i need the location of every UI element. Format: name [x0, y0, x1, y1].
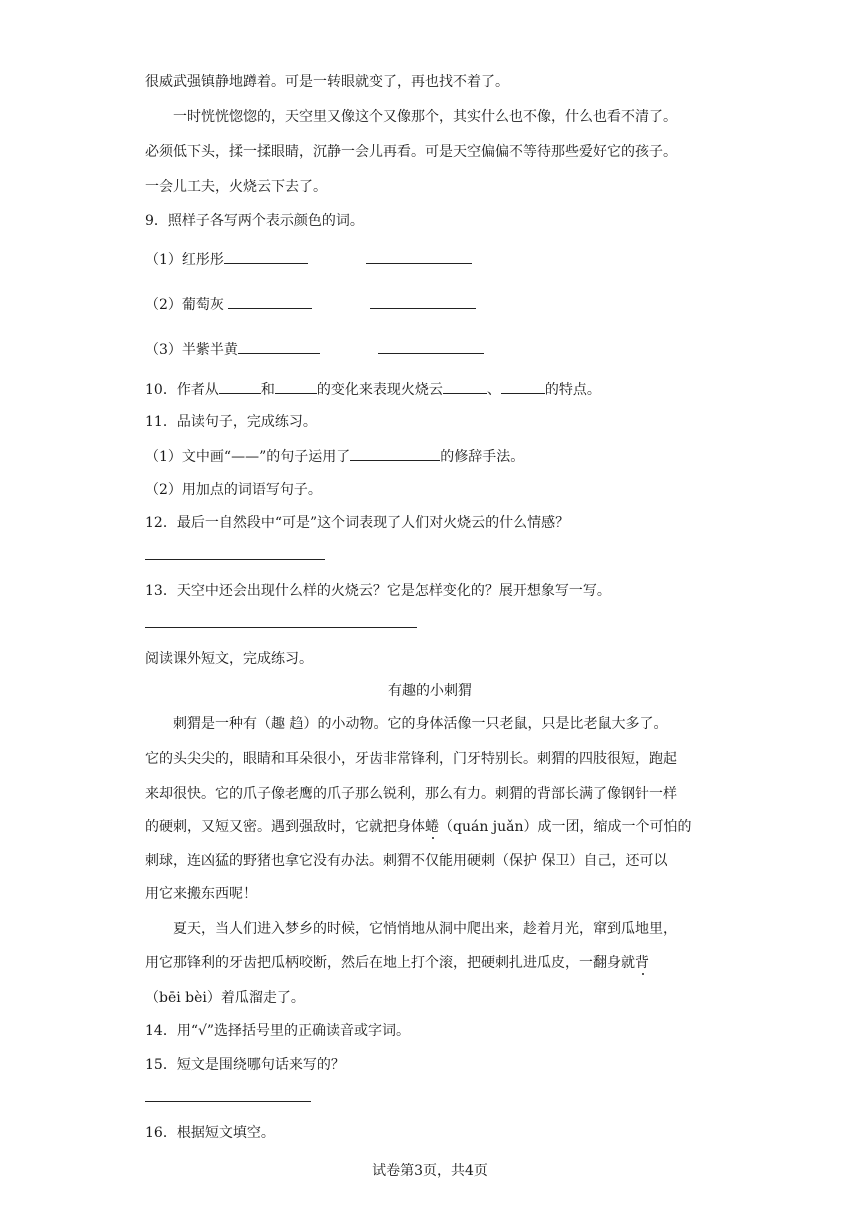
article-line: 它的头尖尖的，眼睛和耳朵很小，牙齿非常锋利，门牙特别长。刺猬的四肢很短，跑起	[145, 751, 677, 767]
article-text: （quán juǎn）成一团，缩成一个可怕的	[439, 819, 692, 835]
question-10	[145, 379, 601, 400]
dotted-character: 背	[635, 955, 649, 971]
q10-text-d: 、	[486, 382, 501, 398]
answer-blank[interactable]	[275, 379, 317, 394]
q11-sub1-text-b: 的修辞手法。	[440, 449, 525, 465]
question-13-answer-line[interactable]	[145, 613, 417, 634]
answer-line[interactable]	[145, 545, 325, 560]
q10-text-e: 的特点。	[544, 382, 601, 398]
passage-line-4: 一会儿工夫，火烧云下去了。	[145, 179, 327, 195]
article-title: 有趣的小刺猬	[388, 683, 472, 699]
passage-line-3: 必须低下头，揉一揉眼睛，沉静一会儿再看。可是天空偏偏不等待那些爱好它的孩子。	[145, 144, 677, 160]
article-line: 用它来搬东西呢！	[145, 886, 257, 902]
question-9-item-3	[145, 339, 484, 360]
answer-blank[interactable]	[238, 339, 320, 354]
dotted-character: 蜷	[425, 819, 439, 835]
question-14: 14．用“√”选择括号里的正确读音或字词。	[145, 1023, 411, 1039]
question-9-stem: 9．照样子各写两个表示颜色的词。	[145, 213, 364, 229]
article-line: 来却很快。它的爪子像老鹰的爪子那么锐利，那么有力。刺猬的背部长满了像钢针一样	[145, 786, 677, 802]
question-11-stem: 11．品读句子，完成练习。	[145, 414, 317, 430]
item-label: （2）葡萄灰	[145, 297, 224, 313]
answer-blank[interactable]	[219, 379, 261, 394]
answer-blank[interactable]	[501, 379, 545, 394]
article-text: 用它那锋利的牙齿把瓜柄咬断，然后在地上打个滚，把硬刺扎进瓜皮，一翻身就	[145, 955, 635, 971]
answer-blank[interactable]	[370, 294, 476, 309]
question-12-answer-line[interactable]	[145, 545, 325, 566]
page-footer: 试卷第3页，共4页	[372, 1163, 488, 1179]
answer-blank[interactable]	[350, 446, 440, 461]
answer-blank[interactable]	[366, 249, 472, 264]
question-9-item-2	[145, 294, 476, 315]
answer-line[interactable]	[145, 1087, 311, 1102]
passage-line-1: 很威武强镇静地蹲着。可是一转眼就变了，再也找不着了。	[145, 74, 509, 90]
question-15-answer-line[interactable]	[145, 1087, 311, 1108]
answer-line[interactable]	[145, 613, 417, 628]
article-line	[145, 817, 692, 837]
q11-sub1-text-a: （1）文中画“——”的句子运用了	[145, 449, 351, 465]
answer-blank[interactable]	[378, 339, 484, 354]
answer-blank[interactable]	[224, 249, 308, 264]
q10-text-a: 10．作者从	[145, 382, 219, 398]
answer-blank[interactable]	[228, 294, 312, 309]
article-line: （bēi bèi）着瓜溜走了。	[145, 990, 305, 1006]
q10-text-c: 的变化来表现火烧云	[316, 382, 443, 398]
article-line	[145, 953, 649, 973]
answer-blank[interactable]	[443, 379, 487, 394]
reading-instruction: 阅读课外短文，完成练习。	[145, 651, 313, 667]
question-16: 16．根据短文填空。	[145, 1125, 275, 1141]
question-11-sub-1	[145, 446, 524, 467]
item-label: （3）半紫半黄	[145, 342, 238, 358]
article-line: 刺球，连凶猛的野猪也拿它没有办法。刺猬不仅能用硬刺（保护 保卫）自己，还可以	[145, 853, 668, 869]
question-11-sub-2: （2）用加点的词语写句子。	[145, 482, 322, 498]
q10-text-b: 和	[260, 382, 275, 398]
question-9-item-1	[145, 249, 472, 270]
item-label: （1）红彤彤	[145, 252, 224, 268]
article-line: 夏天，当人们进入梦乡的时候，它悄悄地从洞中爬出来，趁着月光，窜到瓜地里，	[173, 921, 677, 937]
question-13: 13．天空中还会出现什么样的火烧云？它是怎样变化的？展开想象写一写。	[145, 583, 611, 599]
question-12: 12．最后一自然段中“可是”这个词表现了人们对火烧云的什么情感？	[145, 515, 570, 531]
article-text: 的硬刺，又短又密。遇到强敌时，它就把身体	[145, 819, 425, 835]
article-line: 刺猬是一种有（趣 趋）的小动物。它的身体活像一只老鼠，只是比老鼠大多了。	[173, 716, 668, 732]
passage-line-2: 一时恍恍惚惚的，天空里又像这个又像那个，其实什么也不像，什么也看不清了。	[173, 109, 677, 125]
question-15: 15．短文是围绕哪句话来写的？	[145, 1057, 345, 1073]
